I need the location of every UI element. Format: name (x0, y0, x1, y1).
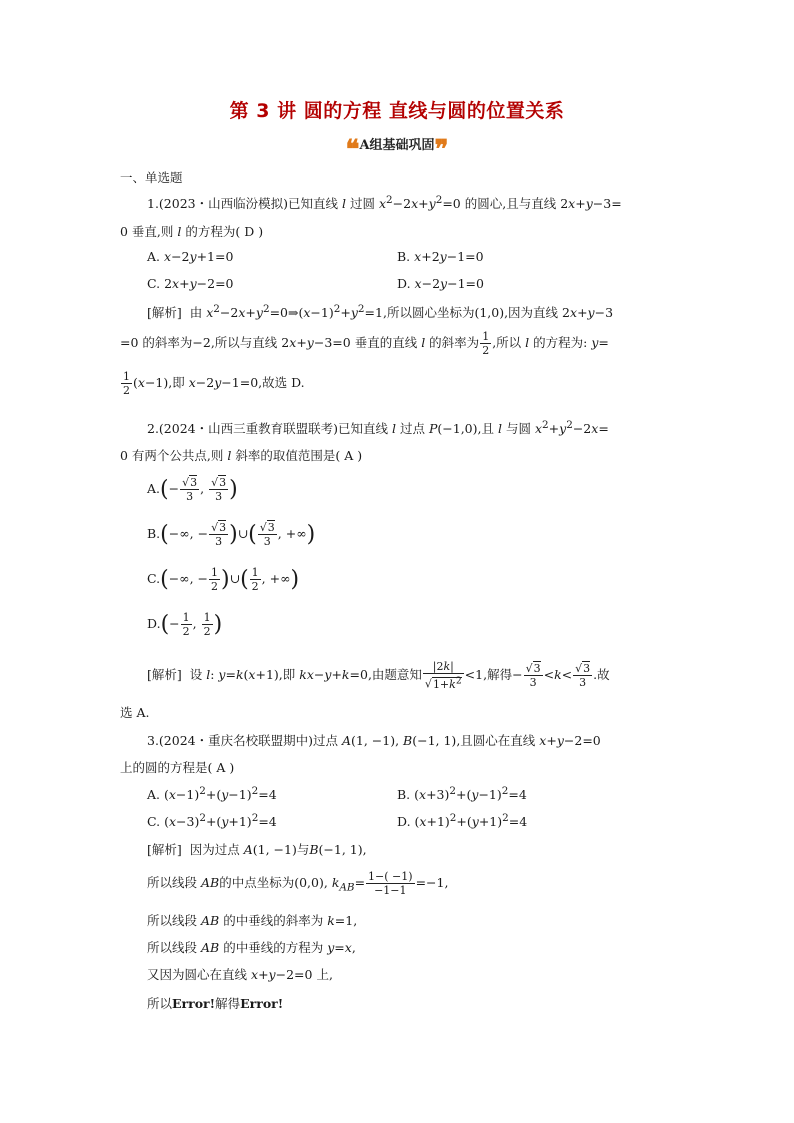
q2-option-d: D.(− $\frac{1}{2}$ , $\frac{1}{2}$ ) (147, 611, 223, 638)
q3-solution-line6: 所以Error!解得Error! (147, 996, 284, 1011)
q3-solution-line5: 又因为圆心在直线 x+y−2=0 上, (147, 967, 333, 982)
q2-stem-line2: 0 有两个公共点,则 l 斜率的取值范围是( A ) (120, 448, 363, 463)
q2-option-a: A.(− $\frac{√3}{3}$ , $\frac{√3}{3}$ ) (147, 476, 238, 503)
q2-solution-line1: [解析] 设 l: y=k(x+1),即 kx−y+k=0,由题意知 $\frac{|2k|}{√1+k^2}$ <1,解得− $\frac{√3}{3}$ <k< $\frac{√3}{3}$ .故 (147, 660, 610, 691)
q2-option-c: C.(−∞, − $\frac{1}{2}$ )∪( $\frac{1}{2}$ , +∞) (147, 566, 300, 593)
q1-stem-line2: 0 垂直,则 l 的方程为( D ) (120, 224, 264, 239)
q3-solution-line2: 所以线段 AB的中点坐标为(0,0), $k_{AB}=$ $\frac{1-( -1)}{-1-1}$ =−1, (147, 870, 449, 897)
q1-option-b: B. x+2y−1=0 (397, 249, 484, 264)
q3-option-b: B. $(x+3)^2+(y-1)^2=4$ (397, 785, 527, 803)
q1-solution-line2: =0 的斜率为−2,所以与直线 2x+y−3=0 垂直的直线 l 的斜率为 $\frac{1}{2}$ ,所以 l 的方程为: y= (120, 330, 609, 357)
q3-solution-line4: 所以线段 AB 的中垂线的方程为 y=x, (147, 940, 356, 955)
q1-stem-line1: 1.(2023・山西临汾模拟)已知直线 l 过圆 $x^2-2x+y^2=0$ 的圆心,且与直线 2x+y−3= (147, 194, 622, 212)
q1-option-d: D. x−2y−1=0 (397, 276, 484, 291)
q3-option-d: D. $(x+1)^2+(y+1)^2=4$ (397, 812, 528, 830)
q2-option-b: B.(−∞, − $\frac{√3}{3}$ )∪( $\frac{√3}{3}$ , +∞) (147, 521, 316, 548)
q3-solution-line1: [解析] 因为过点 A(1, −1)与B(−1, 1), (147, 842, 367, 857)
q1-option-c: C. 2x+y−2=0 (147, 276, 234, 291)
page-title: 第 3 讲 圆的方程 直线与圆的位置关系 (229, 100, 565, 122)
q3-option-c: C. $(x-3)^2+(y+1)^2=4$ (147, 812, 277, 830)
q1-solution-line1: [解析] 由 $x^2-2x+y^2=0\Rightarrow(x-1)^2+y^2=1$,所以圆心坐标为(1,0),因为直线 2x+y−3 (147, 303, 614, 321)
q1-solution-line3: $\frac{1}{2}$ (x−1),即 x−2y−1=0,故选 D. (123, 370, 305, 397)
section-heading: 一、单选题 (120, 170, 183, 185)
q3-option-a: A. $(x-1)^2+(y-1)^2=4$ (147, 785, 277, 803)
q3-solution-line3: 所以线段 AB 的中垂线的斜率为 k=1, (147, 913, 358, 928)
q3-stem-line2: 上的圆的方程是( A ) (120, 760, 235, 775)
q3-stem-line1: 3.(2024・重庆名校联盟期中)过点 A(1, −1), B(−1, 1),且圆心在直线 x+y−2=0 (147, 733, 601, 748)
quote-close-icon: ❞ (434, 135, 449, 165)
group-label: A组基础巩固 (359, 138, 435, 153)
q2-stem-line1: 2.(2024・山西三重教育联盟联考)已知直线 l 过点 P(−1,0),且 l 与圆 $x^2+y^2-2x=$ (147, 419, 609, 437)
q2-solution-line2: 选 A. (120, 705, 150, 720)
quote-open-icon: ❝ (345, 135, 360, 165)
q1-option-a: A. x−2y+1=0 (147, 249, 234, 264)
group-heading (0, 134, 794, 165)
